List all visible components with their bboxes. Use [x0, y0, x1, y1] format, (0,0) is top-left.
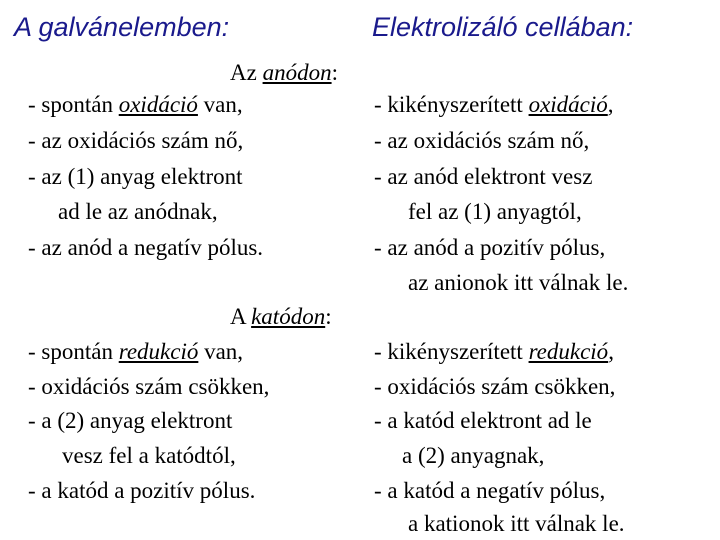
oxidation-term: oxidáció	[528, 92, 608, 117]
cathode-left-line-5: - a katód a pozitív pólus.	[28, 478, 256, 503]
text: van,	[197, 92, 243, 117]
cathode-right-line-3: - a katód elektront ad le	[374, 408, 592, 433]
galvanic-cell-heading: A galvánelemben:	[14, 12, 230, 42]
anode-right-line-6: az anionok itt válnak le.	[408, 270, 629, 295]
anode-left-line-1	[28, 90, 243, 120]
anode-right-line-1	[374, 90, 614, 120]
reduction-term: redukció	[118, 339, 199, 364]
anode-right-line-3: - az anód elektront vesz	[374, 164, 593, 189]
anode-left-line-4: ad le az anódnak,	[58, 199, 218, 224]
cathode-left-line-2: - oxidációs szám csökken,	[28, 374, 270, 399]
text: ,	[607, 92, 614, 117]
cathode-left-line-3: - a (2) anyag elektront	[28, 408, 233, 433]
cathode-left-line-4: vesz fel a katódtól,	[62, 443, 236, 468]
text: - kikényszerített	[374, 339, 529, 364]
cathode-right-line-6: a kationok itt válnak le.	[408, 511, 625, 536]
cathode-label-suffix: :	[325, 304, 332, 329]
reduction-term: redukció	[528, 339, 609, 364]
text: van,	[198, 339, 244, 364]
cathode-label-term: katódon	[251, 304, 326, 329]
cathode-right-line-5: - a katód a negatív pólus,	[374, 478, 606, 503]
anode-label-suffix: :	[331, 60, 338, 85]
text: - spontán	[28, 92, 119, 117]
oxidation-term: oxidáció	[118, 92, 198, 117]
anode-right-line-5: - az anód a pozitív pólus,	[374, 235, 606, 260]
electrolytic-cell-heading: Elektrolizáló cellában:	[372, 12, 634, 42]
anode-label-term: anódon	[262, 60, 332, 85]
text: - kikényszerített	[374, 92, 529, 117]
anode-left-line-2: - az oxidációs szám nő,	[28, 128, 244, 153]
anode-section-label	[230, 58, 338, 88]
anode-label-prefix: Az	[230, 60, 263, 85]
cathode-right-line-2: - oxidációs szám csökken,	[374, 374, 616, 399]
cathode-left-line-1	[28, 337, 243, 367]
text: - spontán	[28, 339, 119, 364]
anode-right-line-2: - az oxidációs szám nő,	[374, 128, 590, 153]
anode-left-line-5: - az anód a negatív pólus.	[28, 235, 264, 260]
anode-left-line-3: - az (1) anyag elektront	[28, 164, 243, 189]
text: ,	[608, 339, 614, 364]
cathode-label-prefix: A	[230, 304, 252, 329]
cathode-section-label	[230, 302, 332, 332]
cathode-right-line-1	[374, 337, 614, 367]
anode-right-line-4: fel az (1) anyagtól,	[408, 199, 582, 224]
cathode-right-line-4: a (2) anyagnak,	[402, 443, 545, 468]
